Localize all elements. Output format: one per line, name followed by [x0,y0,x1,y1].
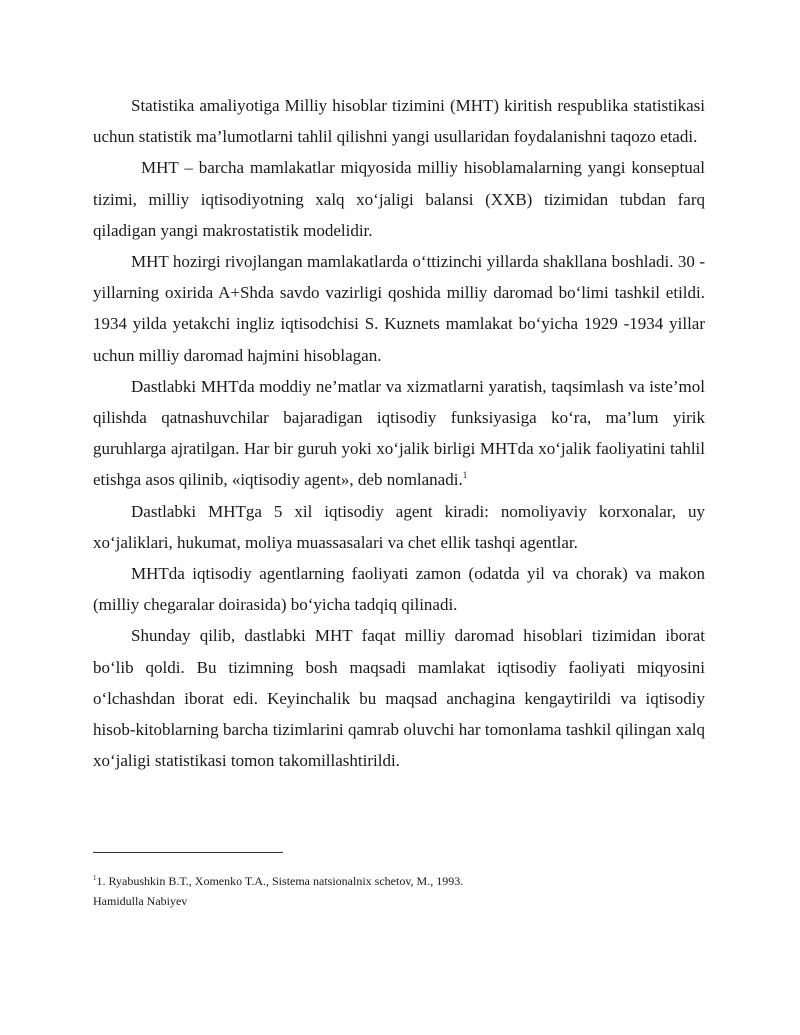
paragraph-1: Statistika amaliyotiga Milliy hisoblar tizimini (MHT) kiritish respublika statistikasi uchun statistik ma’lumotlarni tahlil qilishni yangi usullaridan foydalanishni taqozo etadi. [93,96,705,147]
paragraph-4-text: Dastlabki MHTda moddiy ne’matlar va xizmatlarni yaratish, taqsimlash va iste’mol qilishda qatnashuvchilar bajaradigan iqtisodiy funksiyasiga ko‘ra, ma’lum yirik guruhlarga ajratilgan. Har bir guruh yoki xo‘jalik birligi MHTda xo‘jalik faoliyatini tahlil etishga asos qilinib, «iqtisodiy agent», deb nomlanadi. [93,376,705,490]
paragraph-4 [93,371,705,496]
footnote [93,874,463,889]
footnote-separator [93,852,283,853]
paragraph-5: Dastlabki MHTga 5 xil iqtisodiy agent kiradi: nomoliyaviy korxonalar, uy xo‘jaliklari, hukumat, moliya muassasalari va chet ellik tashqi agentlar. [93,501,705,552]
footnote-reference[interactable]: 1 [462,470,468,481]
footnote-marker: 1 [93,874,97,882]
author-name: Hamidulla Nabiyev [93,894,188,908]
paragraph-6: MHTda iqtisodiy agentlarning faoliyati zamon (odatda yil va chorak) va makon (milliy chegaralar doirasida) bo‘yicha tadqiq qilinadi. [93,564,705,615]
paragraph-3: MHT hozirgi rivojlangan mamlakatlarda o‘ttizinchi yillarda shakllana boshladi. 30 - yillarning oxirida A+Shda savdo vazirligi qoshida milliy daromad bo‘limi tashkil etildi. 1934 yilda yetakchi ingliz iqtisodchisi S. Kuznets mamlakat bo‘yicha 1929 -1934 yillar uchun milliy daromad hajmini hisoblagan. [93,252,705,365]
paragraph-7: Shunday qilib, dastlabki MHT faqat milliy daromad hisoblari tizimidan iborat bo‘lib qoldi. Bu tizimning bosh maqsadi mamlakat iqtisodiy faoliyati miqyosini o‘lchashdan iborat edi. Keyinchalik bu maqsad anchagina kengaytirildi va iqtisodiy hisob-kitoblarning barcha tizimlarini qamrab oluvchi har tomonlama tashkil qilingan xalq xo‘jaligi statistikasi tomon takomillashtirildi. [93,626,705,771]
paragraph-2: MHT – barcha mamlakatlar miqyosida milliy hisoblamalarning yangi konseptual tizimi, milliy iqtisodiyotning xalq xo‘jaligi balansi (XXB) tizimidan tubdan farq qiladigan yangi makrostatistik modelidir. [93,158,705,240]
document-body [93,90,705,776]
footnote-text: 1. Ryabushkin B.T., Xomenko T.A., Sistema natsionalnix schetov, M., 1993. [96,874,464,888]
